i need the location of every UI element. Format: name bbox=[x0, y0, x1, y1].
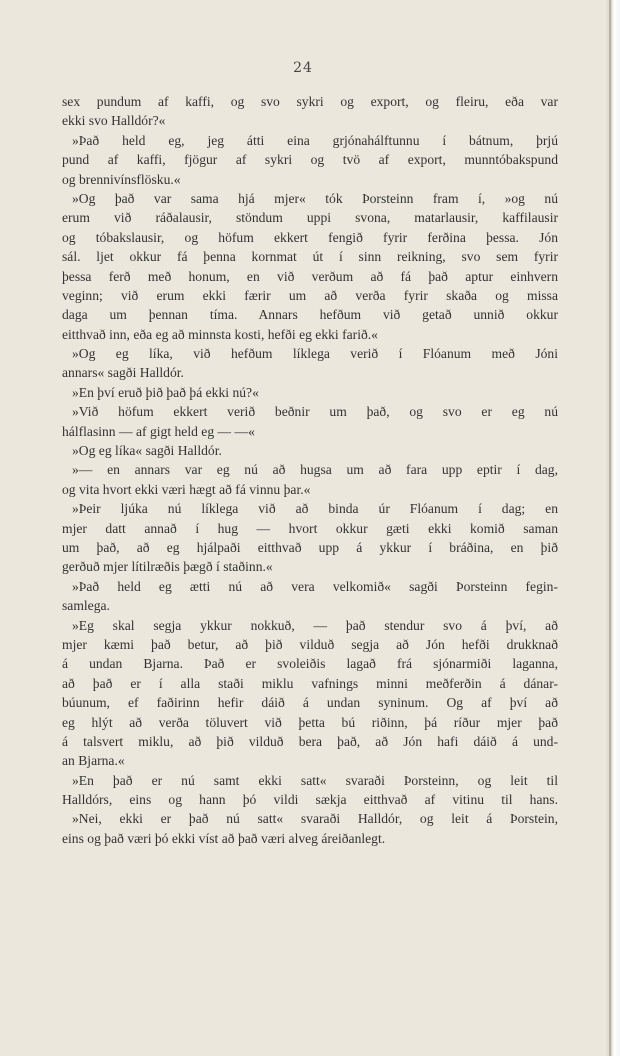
text-line: an Bjarna.« bbox=[62, 753, 125, 769]
text-line: »Nei, ekki er það nú satt« svaraði Halldór, og leit á Þorstein, bbox=[72, 811, 558, 827]
text-line: samlega. bbox=[62, 598, 110, 614]
text-line: »Og það var sama hjá mjer« tók Þorsteinn fram í, »og nú bbox=[72, 190, 558, 206]
text-line: »Þeir ljúka nú líklega við að binda úr Flóanum í dag; en bbox=[72, 501, 558, 517]
page-edge bbox=[606, 0, 620, 1056]
text-line: og vita hvort ekki væri hægt að fá vinnu þar.« bbox=[62, 481, 311, 497]
text-line: erum við ráðalausir, stöndum uppi svona, matarlausir, kaffilausir bbox=[62, 210, 558, 226]
text-line: »En því eruð þið það þá ekki nú?« bbox=[72, 384, 259, 400]
text-line: og brennivínsflösku.« bbox=[62, 171, 181, 187]
text-line: sex pundum af kaffi, og svo sykri og export, og fleiru, eða var bbox=[62, 94, 558, 109]
text-line: gerðuð mjer lítilræðis þægð í staðinn.« bbox=[62, 559, 273, 575]
text-line: þessa ferð með honum, en við verðum að fá það aptur einhvern bbox=[62, 268, 558, 284]
text-line: »Og eg líka, við hefðum líklega verið í Flóanum með Jóni bbox=[72, 346, 558, 362]
text-line: »Við höfum ekkert verið beðnir um það, og svo er eg nú bbox=[72, 404, 558, 420]
text-line: mjer datt annað í hug — hvort okkur gæti ekki komið saman bbox=[62, 520, 558, 536]
text-line: að það er í alla staði miklu vafnings minni meðferðin á dánar- bbox=[62, 675, 558, 691]
text-line: og tóbakslausir, og höfum ekkert fengið fyrir ferðina þessa. Jón bbox=[62, 229, 558, 245]
text-line: eitthvað inn, eða eg að minnsta kosti, hefði eg ekki farið.« bbox=[62, 326, 378, 342]
text-line: »Það held eg ætti nú að vera velkomið« sagði Þorsteinn fegin- bbox=[72, 578, 558, 594]
text-line: búunum, ef faðirinn hefir dáið á undan syninum. Og af því að bbox=[62, 695, 558, 711]
body-text bbox=[62, 92, 558, 848]
text-line: um það, að eg hjálpaði eitthvað upp á ykkur í bráðina, en þið bbox=[62, 539, 558, 555]
text-line: eins og það væri þó ekki víst að það væri alveg áreiðanlegt. bbox=[62, 830, 386, 846]
text-line: sál. ljet okkur fá þenna kornmat út í sinn reikning, svo sem fyrir bbox=[62, 249, 558, 265]
text-line: hálflasinn — af gigt held eg — —« bbox=[62, 423, 255, 439]
text-line: pund af kaffi, fjögur af sykri og tvö af export, munntóbakspund bbox=[62, 152, 558, 168]
text-line: »Eg skal segja ykkur nokkuð, — það stendur svo á því, að bbox=[72, 617, 558, 633]
text-line: »Það held eg, jeg átti eina grjónahálftunnu í bátnum, þrjú bbox=[72, 132, 558, 148]
text-line: á undan Bjarna. Það er svoleiðis lagað frá sjónarmiði laganna, bbox=[62, 656, 558, 672]
text-line: mjer kæmi það betur, að þið vilduð segja að Jón hefði drukknað bbox=[62, 636, 558, 652]
page-number: 24 bbox=[293, 60, 313, 76]
text-line: ekki svo Halldór?« bbox=[62, 113, 166, 129]
text-line: »En það er nú samt ekki satt« svaraði Þorsteinn, og leit til bbox=[72, 772, 558, 788]
text-line: Halldórs, eins og hann þó vildi sækja eitthvað af vitinu til hans. bbox=[62, 792, 558, 808]
text-line: eg hlýt að verða töluvert við þetta bú riðinn, þá ríður mjer það bbox=[62, 714, 558, 730]
text-line: á talsvert miklu, að þið vilduð bera það, að Jón hafi dáið á und- bbox=[62, 733, 558, 749]
text-line: »— en annars var eg nú að hugsa um að fara upp eptir í dag, bbox=[72, 462, 558, 478]
text-line: daga um þennan tíma. Annars hefðum við getað unnið okkur bbox=[62, 307, 558, 323]
text-line: veginn; við erum ekki færir um að verða fyrir skaða og missa bbox=[62, 287, 558, 303]
text-line: annars« sagði Halldór. bbox=[62, 365, 184, 381]
text-line: »Og eg líka« sagði Halldór. bbox=[72, 443, 222, 459]
